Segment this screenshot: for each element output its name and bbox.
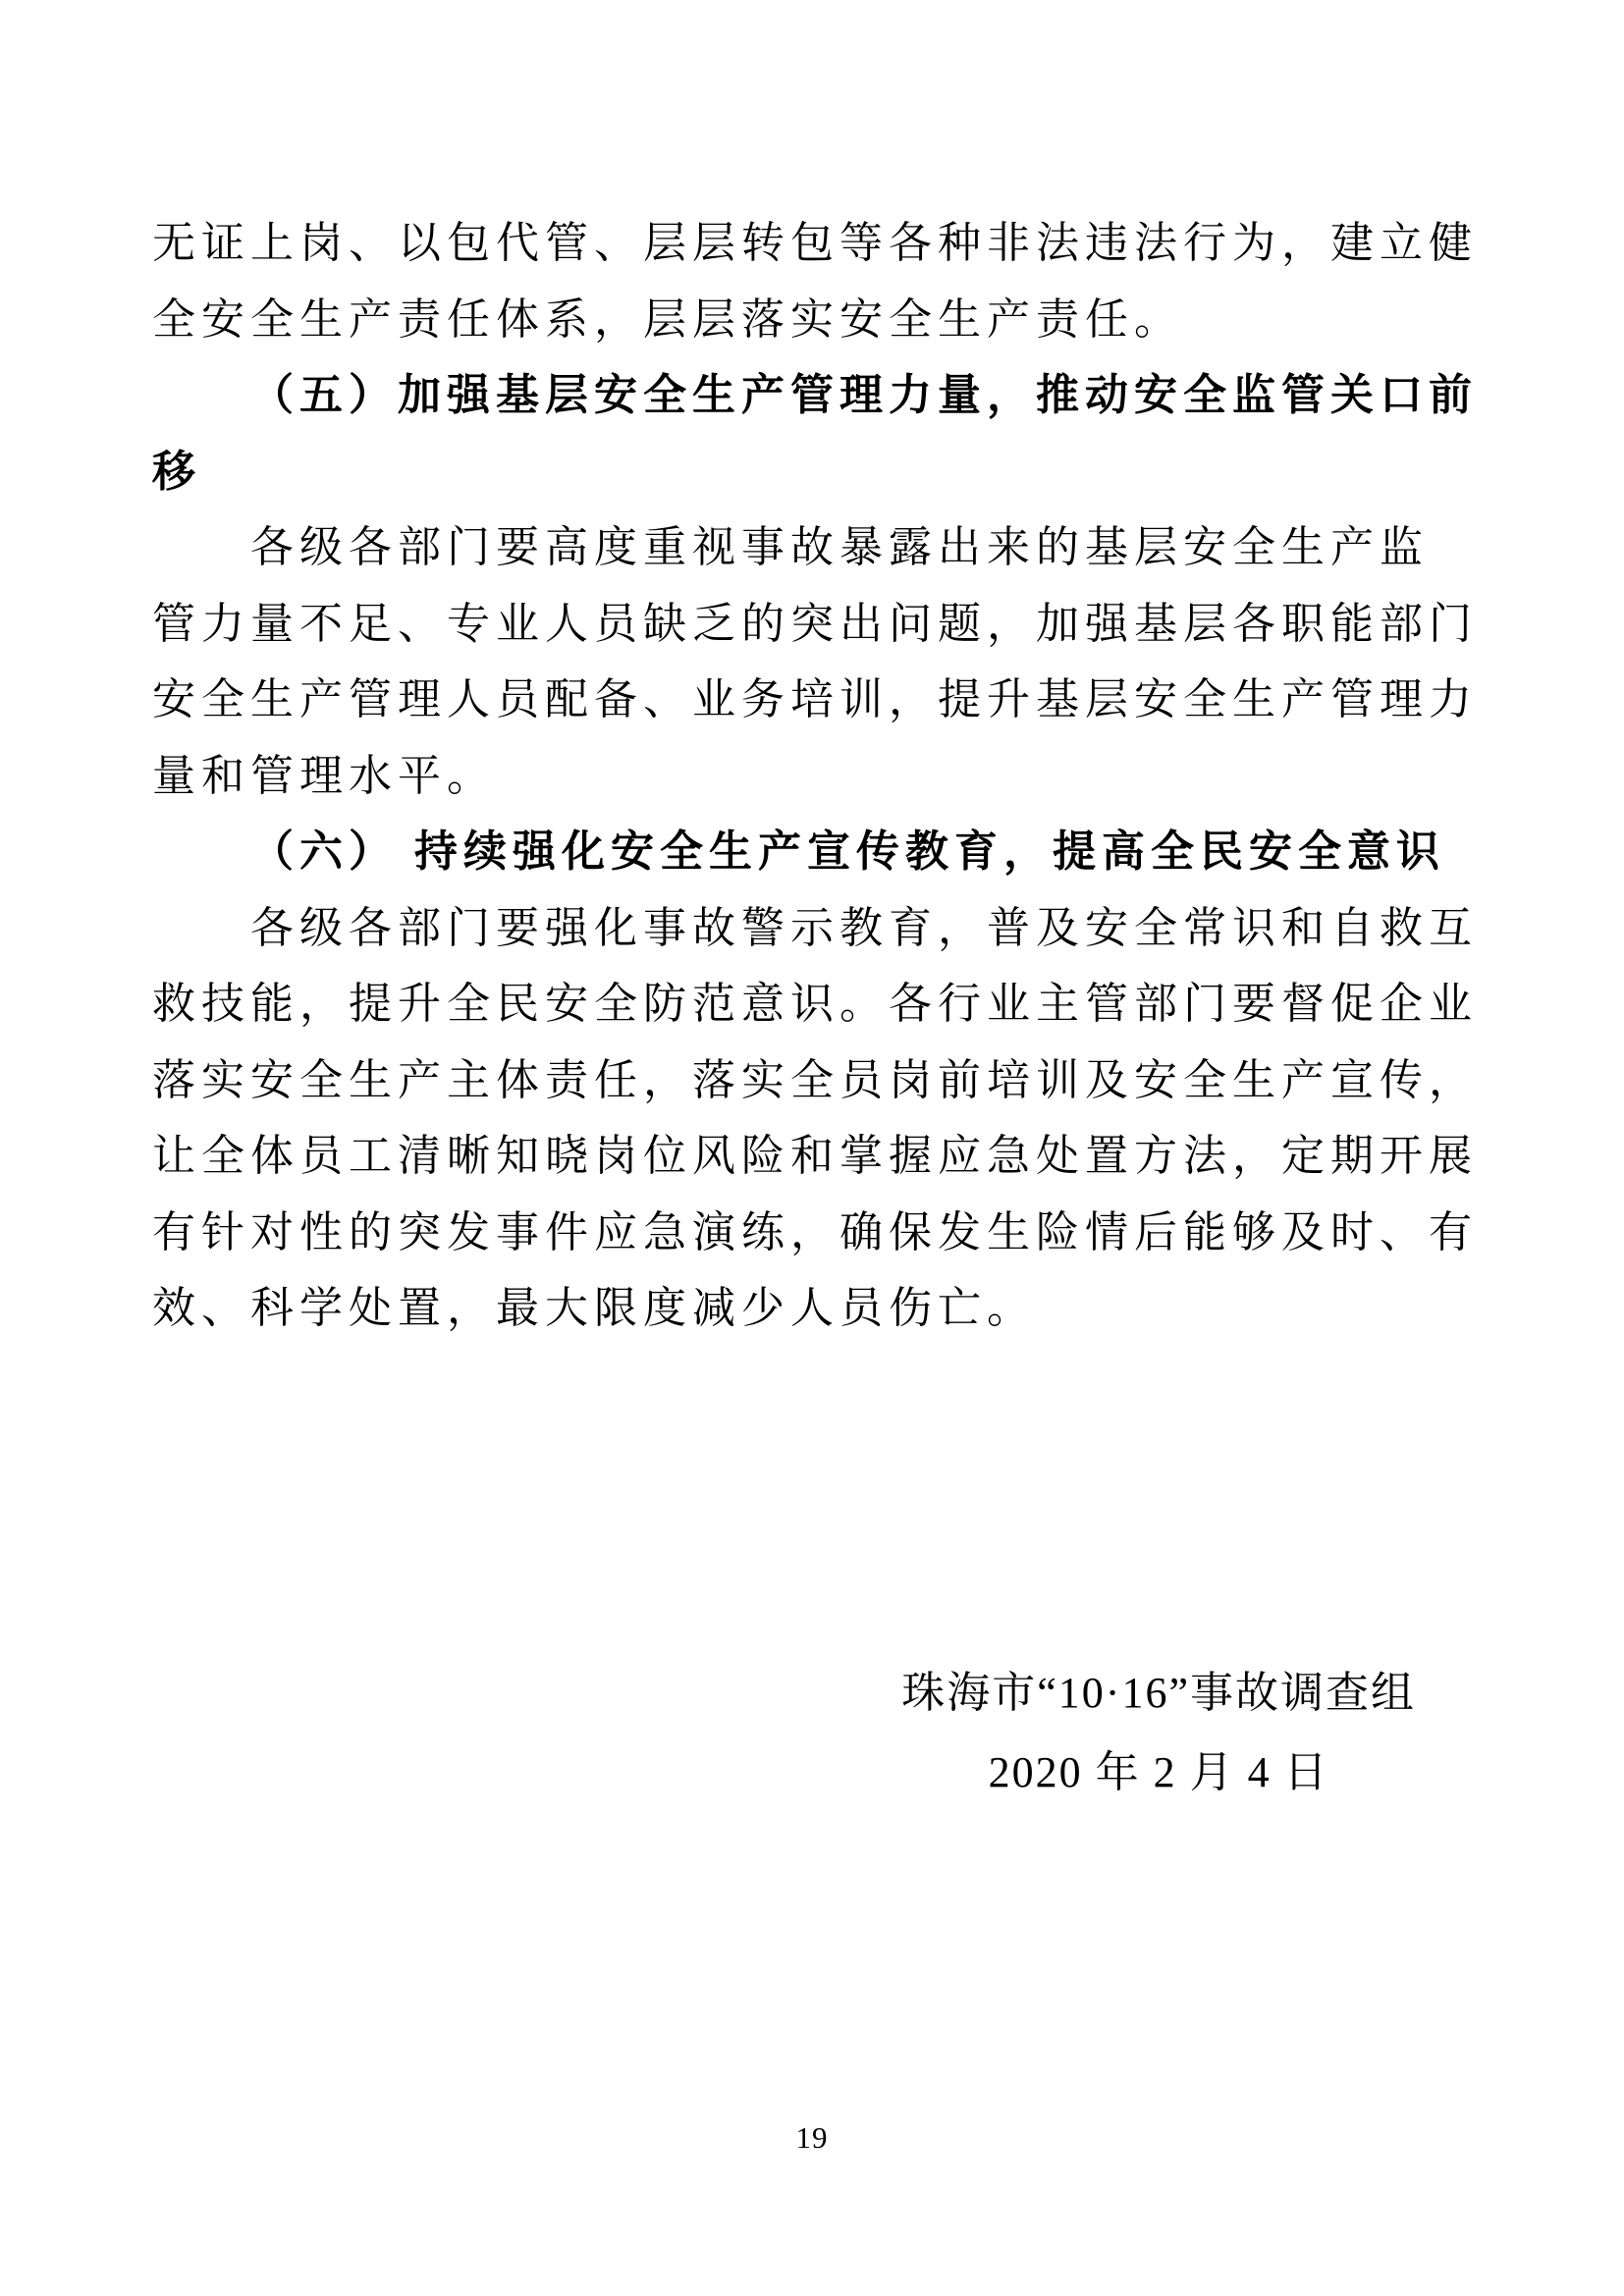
body-text-line: 各级各部门要强化事故警示教育，普及安全常识和自救互 (250, 903, 1478, 952)
section-heading-line: 移 (152, 447, 201, 496)
body-text-line: 有针对性的突发事件应急演练，确保发生险情后能够及时、有 (152, 1207, 1478, 1256)
signature-date: 2020 年 2 月 4 日 (988, 1748, 1329, 1796)
section-heading-line: （五）加强基层安全生产管理力量，推动安全监管关口前 (250, 371, 1478, 419)
body-text-line: 安全生产管理人员配备、业务培训，提升基层安全生产管理力 (152, 675, 1478, 723)
body-text-line: 救技能，提升全民安全防范意识。各行业主管部门要督促企业 (152, 980, 1478, 1028)
body-text-line: 各级各部门要高度重视事故暴露出来的基层安全生产监 (250, 523, 1429, 571)
body-text-line: 管力量不足、专业人员缺乏的突出问题，加强基层各职能部门 (152, 599, 1478, 648)
body-text-line: 量和管理水平。 (152, 751, 496, 800)
signature-organization: 珠海市“10·16”事故调查组 (901, 1669, 1416, 1717)
page-number: 19 (795, 2120, 829, 2155)
body-text-line: 全安全生产责任体系，层层落实安全生产责任。 (152, 294, 1183, 344)
body-text-line: 落实安全生产主体责任，落实全员岗前培训及安全生产宣传， (152, 1055, 1478, 1104)
body-text-line: 效、科学处置，最大限度减少人员伤亡。 (152, 1284, 1036, 1332)
document-body (152, 205, 1478, 1347)
body-text-line: 无证上岗、以包代管、层层转包等各种非法违法行为，建立健 (152, 219, 1478, 267)
section-heading-line: （六） 持续强化安全生产宣传教育，提高全民安全意识 (250, 828, 1445, 876)
signature-block (901, 1653, 1416, 1812)
body-text-line: 让全体员工清晰知晓岗位风险和掌握应急处置方法，定期开展 (152, 1132, 1478, 1180)
